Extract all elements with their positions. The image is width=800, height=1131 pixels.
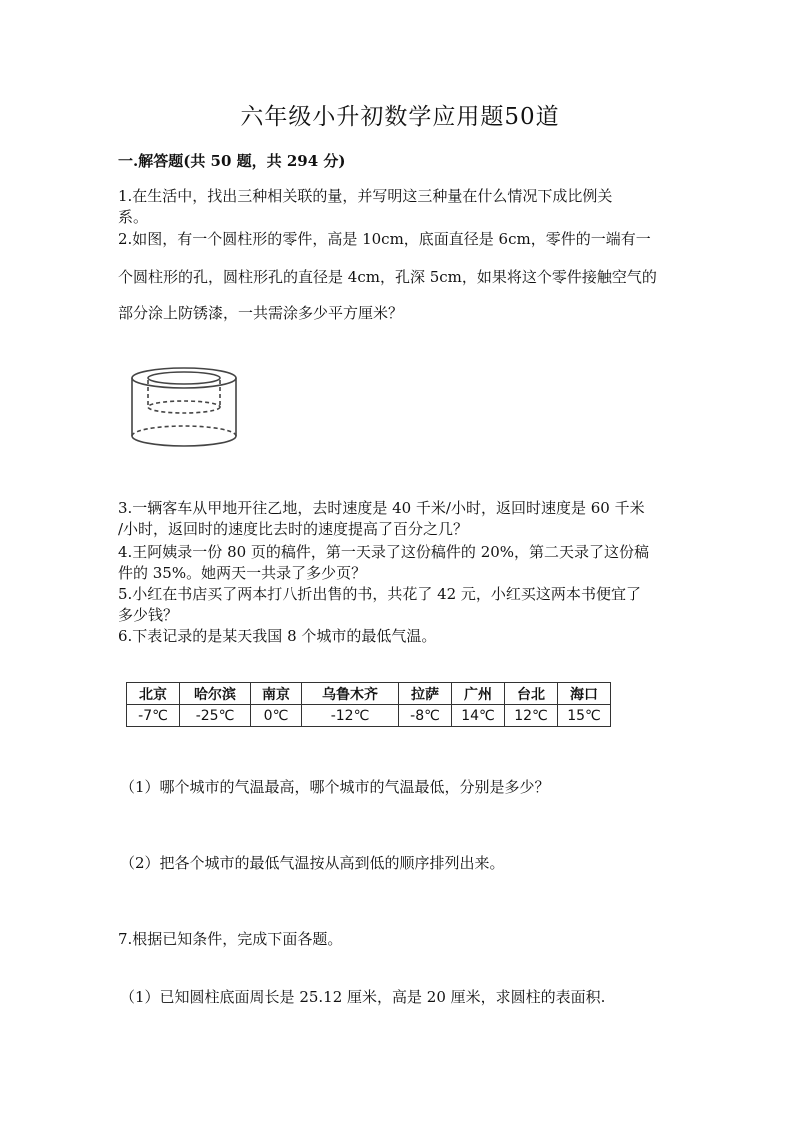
question-7-part-1: （1）已知圆柱底面周长是 25.12 厘米，高是 20 厘米，求圆柱的表面积.: [120, 988, 606, 1006]
table-cell: 广州: [452, 683, 505, 705]
table-cell: 乌鲁木齐: [302, 683, 399, 705]
question-6-part-2: （2）把各个城市的最低气温按从高到低的顺序排列出来。: [120, 854, 505, 872]
question-5: 5.小红在书店买了两本打八折出售的书，共花了 42 元，小红买这两本书便宜了 多少钱？: [118, 585, 641, 624]
question-4: 4.王阿姨录一份 80 页的稿件，第一天录了这份稿件的 20%，第二天录了这份稿 件的 35%。她两天一共录了多少页？: [118, 543, 650, 582]
question-2-line-2: 个圆柱形的孔，圆柱形孔的直径是 4cm，孔深 5cm，如果将这个零件接触空气的: [118, 268, 657, 286]
table-cell: -25℃: [180, 705, 251, 727]
question-6-part-1: （1）哪个城市的气温最高，哪个城市的气温最低，分别是多少？: [120, 778, 550, 796]
question-6: 6.下表记录的是某天我国 8 个城市的最低气温。: [118, 627, 437, 645]
table-cell: 海口: [558, 683, 611, 705]
question-3: 3.一辆客车从甲地开往乙地，去时速度是 40 千米/小时，返回时速度是 60 千米 /小时，返回时的速度比去时的速度提高了百分之几？: [118, 499, 645, 538]
table-cell: 15℃: [558, 705, 611, 727]
question-2-line-3: 部分涂上防锈漆，一共需涂多少平方厘米？: [118, 304, 404, 322]
table-cell: 0℃: [251, 705, 302, 727]
question-2-line-1: 2.如图，有一个圆柱形的零件，高是 10cm，底面直径是 6cm，零件的一端有一: [118, 230, 651, 248]
table-cell: -8℃: [399, 705, 452, 727]
cylinder-figure: [128, 362, 248, 458]
table-cell: 12℃: [505, 705, 558, 727]
table-row-cities: [127, 683, 611, 705]
table-cell: 14℃: [452, 705, 505, 727]
question-7: 7.根据已知条件，完成下面各题。: [118, 930, 343, 948]
table-cell: -12℃: [302, 705, 399, 727]
table-cell: 哈尔滨: [180, 683, 251, 705]
table-row-temps: [127, 705, 611, 727]
table-cell: 拉萨: [399, 683, 452, 705]
table-cell: 南京: [251, 683, 302, 705]
section-heading: 一.解答题(共 50 题，共 294 分): [118, 152, 346, 170]
temperature-table: [126, 682, 611, 727]
table-cell: 台北: [505, 683, 558, 705]
table-cell: -7℃: [127, 705, 180, 727]
page-title: 六年级小升初数学应用题50道: [240, 104, 560, 130]
question-1: 1.在生活中，找出三种相关联的量，并写明这三种量在什么情况下成比例关 系。: [118, 187, 613, 226]
table-cell: 北京: [127, 683, 180, 705]
